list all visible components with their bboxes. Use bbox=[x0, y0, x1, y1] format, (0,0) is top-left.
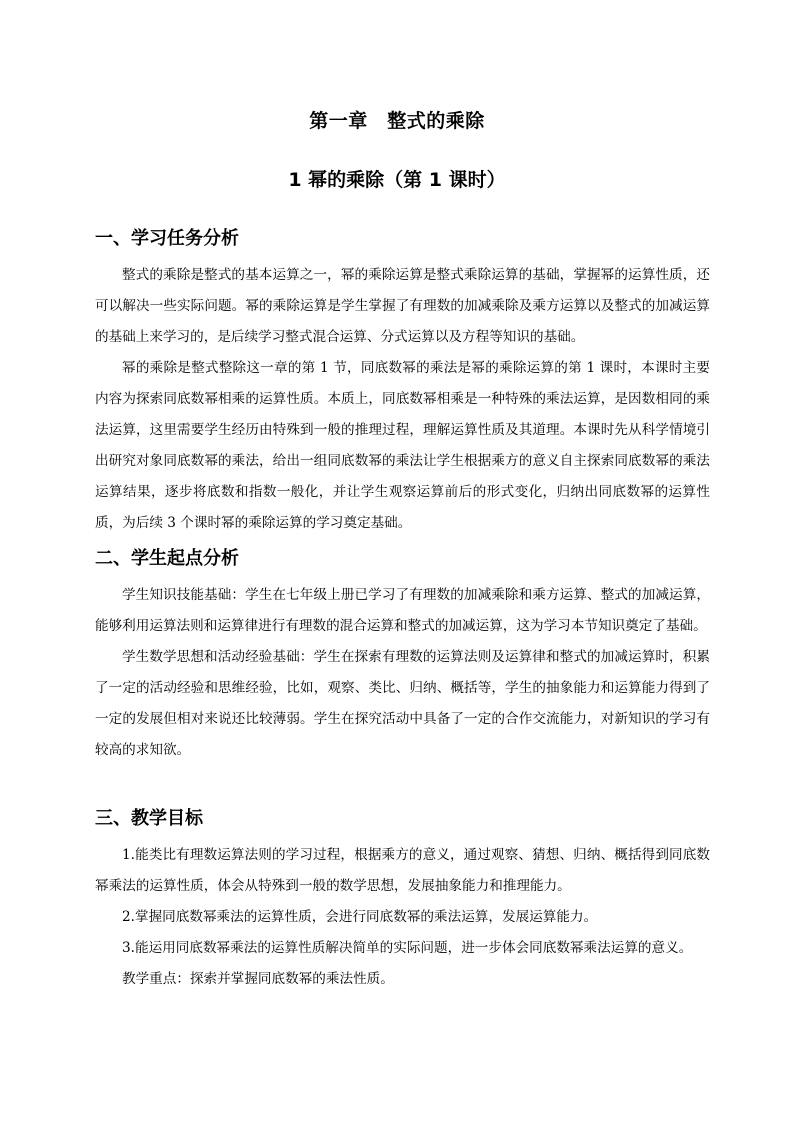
paragraph: 整式的乘除是整式的基本运算之一，幂的乘除运算是整式乘除运算的基础，掌握幂的运算性质，还可以解决一些实际问题。幂的乘除运算是学生掌握了有理数的加减乘除及乘方运算以及整式的加减运算的基础上来学习的，是后续学习整式混合运算、分式运算以及方程等知识的基础。 bbox=[95, 267, 710, 345]
paragraph: 1.能类比有理数运算法则的学习过程，根据乘方的意义，通过观察、猜想、归纳、概括得到同底数幂乘法的运算性质，体会从特殊到一般的数学思想，发展抽象能力和推理能力。 bbox=[95, 847, 710, 894]
paragraph: 学生数学思想和活动经验基础：学生在探索有理数的运算法则及运算律和整式的加减运算时，积累了一定的活动经验和思维经验，比如，观察、类比、归纳、概括等，学生的抽象能力和运算能力得到了一定的发展但相对来说还比较薄弱。学生在探究活动中具备了一定的合作交流能力，对新知识的学习有较高的求知欲。 bbox=[95, 649, 710, 758]
paragraph: 幂的乘除是整式整除这一章的第 1 节，同底数幂的乘法是幂的乘除运算的第 1 课时，本课时主要内容为探索同底数幂相乘的运算性质。本质上，同底数幂相乘是一种特殊的乘法运算，是因数相同的乘法运算，这里需要学生经历由特殊到一般的推理过程，理解运算性质及其道理。本课时先从科学情境引出研究对象同底数幂的乘法，给出一组同底数幂的乘法让学生根据乘方的意义自主探索同底数幂的乘法运算结果，逐步将底数和指数一般化，并让学生观察运算前后的形式变化，归纳出同底数幂的运算性质，为后续 3 个课时幂的乘除运算的学习奠定基础。 bbox=[95, 360, 710, 531]
lesson-title: 1 幂的乘除（第 1 课时） bbox=[288, 169, 506, 191]
section-student-analysis bbox=[95, 546, 710, 766]
section-heading: 二、学生起点分析 bbox=[95, 548, 239, 569]
section-heading: 三、教学目标 bbox=[95, 808, 203, 829]
paragraph: 教学重点：探索并掌握同底数幂的乘法性质。 bbox=[122, 971, 394, 987]
section-teaching-goals bbox=[95, 806, 710, 995]
paragraph: 2.掌握同底数幂乘法的运算性质，会进行同底数幂的乘法运算，发展运算能力。 bbox=[122, 909, 598, 925]
paragraph: 3.能运用同底数幂乘法的运算性质解决简单的实际问题，进一步体会同底数幂乘法运算的意义。 bbox=[122, 940, 693, 956]
chapter-title: 第一章 整式的乘除 bbox=[309, 110, 485, 132]
section-heading: 一、学习任务分析 bbox=[95, 228, 239, 249]
section-task-analysis bbox=[95, 226, 710, 539]
paragraph: 学生知识技能基础：学生在七年级上册已学习了有理数的加减乘除和乘方运算、整式的加减运算，能够利用运算法则和运算律进行有理数的混合运算和整式的加减运算，这为学习本节知识奠定了基础。 bbox=[95, 587, 710, 634]
